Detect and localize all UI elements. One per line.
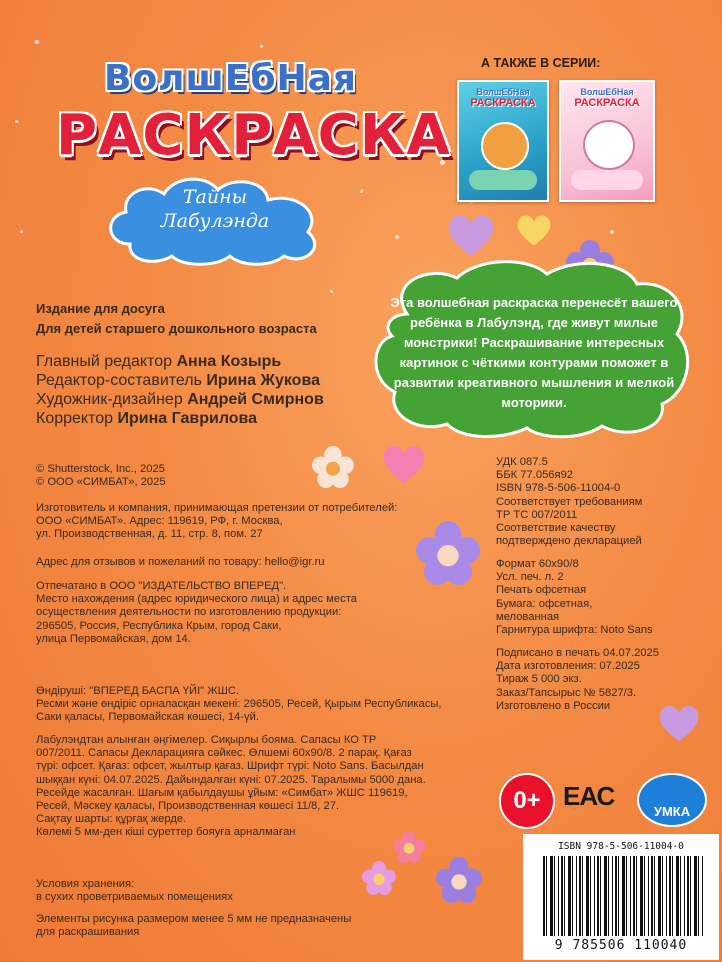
print-spec-line: мелованная: [496, 610, 560, 623]
storage-line: в сухих проветриваемых помещениях: [36, 891, 233, 904]
staff-role: Главный редактор: [36, 353, 173, 370]
staff-role: Корректор: [36, 410, 114, 427]
kaz-producer-line: Саки қаласы, Первомайская көшесі, 14-үй.: [36, 711, 259, 724]
kaz-producer-line: Ресми және өндіріс орналасқан мекені: 296505, Ресей, Қырым Республикасы,: [36, 698, 442, 711]
staff-row: [36, 390, 324, 409]
print-date-line: Изготовлено в России: [496, 699, 611, 712]
classification-line: Соответствие качеству: [496, 522, 616, 535]
edition-line1: Издание для досуга: [36, 301, 165, 316]
kaz-producer-line: Өндіруші: "ВПЕРЕД БАСПА ҮЙІ" ЖШС.: [36, 685, 240, 697]
kaz-info-line: Ресей, Мәскеу қаласы, Производственная көшесі 11/8, 27.: [36, 800, 340, 813]
staff-name: Ирина Гаврилова: [117, 410, 258, 427]
printed-line: 296505, Россия, Республика Крым, город Саки,: [36, 619, 282, 632]
kaz-info: [36, 734, 466, 840]
subtitle-line2: Лабулэнда: [160, 210, 270, 232]
publisher-logo: [637, 773, 707, 827]
kaz-info-line: Көлемі 5 мм-ден кіші суреттер бояуға арналмаған: [36, 826, 296, 839]
kaz-info-line: түрі: офсет. Қағаз: офсет, жылтыр қағаз. Шрифт түрі: Noto Sans. Басылдан: [36, 760, 424, 773]
classification-line: ТР ТС 007/2011: [496, 508, 578, 521]
print-date-line: Дата изготовления: 07.2025: [496, 660, 640, 673]
staff-role: Редактор-составитель: [36, 372, 202, 389]
classification-line: УДК 087.5: [496, 456, 548, 468]
kaz-info-line: Сақтау шарты: құрғақ жерде.: [36, 813, 187, 826]
title-line1: ВолшЕбНая: [104, 58, 358, 99]
copyright-line: © Shutterstock, Inc., 2025: [36, 463, 165, 475]
flower-icon: [362, 861, 396, 895]
print-dates: [496, 647, 706, 713]
feedback: Адрес для отзывов и пожеланий по товару: hello@igr.ru: [36, 556, 325, 568]
copyright-line: © ООО «СИМБАТ», 2025: [36, 476, 166, 489]
print-spec-line: Бумага: офсетная,: [496, 597, 593, 610]
eac-mark: ЕАС: [563, 781, 615, 811]
kaz-info-line: Лабулэндтан алынған әңгімелер. Сиқырлы бояма. Сапасы КО ТР: [36, 734, 377, 746]
heart-icon: [446, 212, 496, 258]
edition-line2: Для детей старшего дошкольного возраста: [36, 321, 317, 336]
kaz-info-line: 007/2011. Сапасы Декларацияға сәйкес. Өлшемі 60х90/8. 2 парақ. Қағаз: [36, 747, 412, 760]
subtitle: [130, 185, 300, 233]
staff-name: Андрей Смирнов: [187, 391, 324, 408]
series-book-1-title2: РАСКРАСКА: [470, 97, 536, 109]
kaz-producer: [36, 685, 456, 725]
printed-line: Место нахождения (адрес юридического лица) и адрес места: [36, 593, 357, 606]
barcode-bars: [543, 856, 705, 936]
series-book-2: [559, 80, 655, 202]
small-elements-note: [36, 913, 396, 939]
series-book-1: [457, 80, 549, 202]
print-spec-line: Печать офсетная: [496, 584, 587, 597]
series-book-1-title1: ВолшЕбНая: [476, 87, 530, 97]
classification-line: ББК 77.056я92: [496, 469, 574, 482]
heart-icon: [381, 443, 427, 485]
barcode: [523, 834, 719, 960]
age-rating: 0+: [513, 787, 541, 814]
staff-row: [36, 409, 324, 428]
staff-name: Ирина Жукова: [206, 372, 320, 389]
printed-line: улица Первомайская, дом 14.: [36, 632, 191, 645]
barcode-isbn: ISBN 978-5-506-11004-0: [558, 841, 684, 852]
series-book-2-title2: РАСКРАСКА: [574, 97, 640, 109]
heart-icon: [515, 213, 553, 247]
age-rating-badge: [499, 773, 555, 829]
storage-conditions: [36, 878, 366, 904]
small-elements-line: Элементы рисунка размером менее 5 мм не предназначены: [36, 913, 352, 925]
title-line2: РАСКРАСКА: [56, 103, 451, 168]
kaz-info-line: шыққан күні: 04.07.2025. Дайындалған күні: 07.2025. Таралымы 5000 дана.: [36, 773, 426, 786]
printed-info: [36, 580, 456, 646]
manufacturer: [36, 502, 456, 542]
staff-name: Анна Козырь: [176, 353, 282, 370]
print-spec-line: Гарнитура шрифта: Noto Sans: [496, 624, 653, 637]
printed-line: осуществления деятельности по изготовлению продукции:: [36, 606, 342, 619]
description-text: Эта волшебная раскраска перенесёт вашего ребёнка в Лабулэнд, где живут милые монстрики! Раскрашивание интересных картинок с чёткими контурами поможет в развитии креативного мышления и мелкой моторики.: [390, 295, 678, 410]
manufacturer-line: ул. Производственная, д. 11, стр. 8, пом. 27: [36, 528, 263, 541]
storage-line: Условия хранения:: [36, 878, 135, 890]
staff-list: [36, 352, 324, 428]
manufacturer-line: ООО «СИМБАТ». Адрес: 119619, РФ, г. Москва,: [36, 515, 283, 528]
series-book-2-title1: ВолшЕбНая: [580, 87, 634, 97]
manufacturer-line: Изготовитель и компания, принимающая претензии от потребителей:: [36, 502, 398, 514]
classification-line: ISBN 978-5-506-11004-0: [496, 482, 621, 495]
classification-line: подтверждено декларацией: [496, 535, 642, 548]
barcode-digits: 9 785506 110040: [554, 938, 688, 953]
print-spec-line: Формат 60х90/8: [496, 558, 579, 570]
print-date-line: Тираж 5 000 экз.: [496, 673, 582, 686]
staff-role: Художник-дизайнер: [36, 391, 183, 408]
publisher-logo-text: УМКА: [653, 804, 691, 819]
small-elements-line: для раскрашивания: [36, 926, 140, 939]
flower-icon: [436, 857, 482, 903]
print-spec-line: Усл. печ. л. 2: [496, 571, 564, 584]
series-book-2-character: [583, 120, 635, 170]
copyright: [36, 463, 336, 489]
printed-line: Отпечатано в ООО "ИЗДАТЕЛЬСТВО ВПЕРЕД".: [36, 580, 287, 592]
kaz-info-line: Ресейде жасалған. Шағым қабылдаушы ұйым: «Симбат» ЖШС 119619,: [36, 786, 408, 799]
staff-row: [36, 371, 324, 390]
print-date-line: Подписано в печать 04.07.2025: [496, 647, 659, 659]
series-label: А ТАКЖЕ В СЕРИИ:: [481, 56, 601, 70]
staff-row: [36, 352, 324, 371]
classification-line: Соответствует требованиям: [496, 495, 643, 508]
classification: [496, 456, 696, 548]
subtitle-line1: Тайны: [182, 186, 248, 208]
print-specs: [496, 558, 696, 637]
print-date-line: Заказ/Тапсырыс № 5827/3.: [496, 686, 637, 699]
series-book-1-character: [481, 122, 529, 170]
